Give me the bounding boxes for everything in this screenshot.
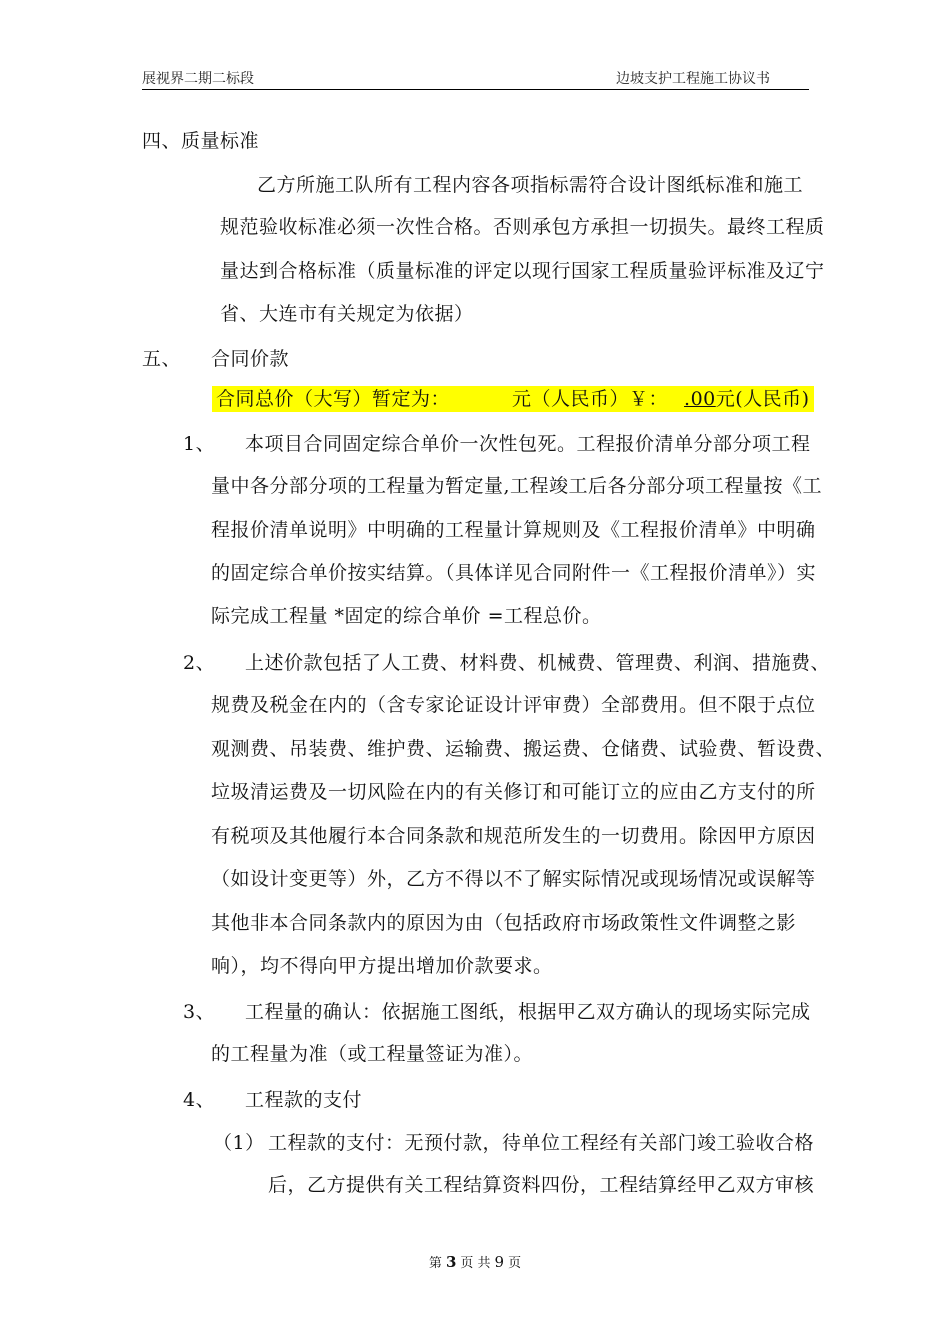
item-text: 本项目合同固定综合单价一次性包死。工程报价清单分部分项工程 <box>245 433 811 455</box>
item-number: 3、 <box>183 1001 216 1023</box>
section4-title: 四、质量标准 <box>142 130 260 152</box>
item-text: 上述价款包括了人工费、材料费、机械费、管理费、利润、措施费、 <box>245 652 831 674</box>
item-number: 4、 <box>183 1089 216 1111</box>
contract-price-line <box>212 384 814 411</box>
section4-line: 省、大连市有关规定为依据） <box>220 303 474 325</box>
footer-mid: 页 共 <box>460 1256 491 1271</box>
item-text: 其他非本合同条款内的原因为由（包括政府市场政策性文件调整之影 <box>211 912 797 934</box>
item-text: 的工程量为准（或工程量签证为准）。 <box>211 1043 534 1065</box>
item-text: 垃圾清运费及一切风险在内的有关修订和可能订立的应由乙方支付的所 <box>211 781 816 803</box>
item-text: 程报价清单说明》中明确的工程量计算规则及《工程报价清单》中明确 <box>211 519 816 541</box>
header-left: 展视界二期二标段 <box>142 71 254 87</box>
subitem-text: 工程款的支付：无预付款，待单位工程经有关部门竣工验收合格 <box>268 1132 815 1154</box>
subitem-text: 后，乙方提供有关工程结算资料四份，工程结算经甲乙双方审核 <box>268 1174 815 1196</box>
header-right: 边坡支护工程施工协议书 <box>616 71 770 87</box>
item-text: 响），均不得向甲方提出增加价款要求。 <box>211 955 553 977</box>
section4-line: 乙方所施工队所有工程内容各项指标需符合设计图纸标准和施工 <box>257 174 804 196</box>
item-text: 际完成工程量 *固定的综合单价 =工程总价。 <box>211 605 602 627</box>
section5-number: 五、 <box>142 348 182 370</box>
price-currency-label: 元（人民币）￥： <box>512 388 669 410</box>
page-footer <box>0 1252 950 1271</box>
item-text: 量中各分部分项的工程量为暂定量,工程竣工后各分部分项工程量按《工 <box>211 475 823 497</box>
header-rule <box>142 89 809 90</box>
item-text: 观测费、吊装费、维护费、运输费、搬运费、仓储费、试验费、暂设费、 <box>211 738 836 760</box>
section5-title: 合同价款 <box>211 348 290 370</box>
item-text: 规费及税金在内的（含专家论证设计评审费）全部费用。但不限于点位 <box>211 694 816 716</box>
price-unit: 元(人民币) <box>715 388 810 410</box>
footer-prefix: 第 <box>428 1256 442 1271</box>
footer-total-pages: 9 <box>494 1253 505 1271</box>
price-label: 合同总价（大写）暂定为： <box>216 388 451 410</box>
section4-line: 规范验收标准必须一次性合格。否则承包方承担一切损失。最终工程质 <box>220 216 825 238</box>
item-number: 1、 <box>183 433 216 455</box>
footer-suffix: 页 <box>508 1256 522 1271</box>
item-text: （如设计变更等）外，乙方不得以不了解实际情况或现场情况或误解等 <box>211 868 816 890</box>
section4-line: 量达到合格标准（质量标准的评定以现行国家工程质量验评标准及辽宁 <box>220 260 825 282</box>
item-text: 工程量的确认：依据施工图纸，根据甲乙双方确认的现场实际完成 <box>245 1001 811 1023</box>
item-number: 2、 <box>183 652 216 674</box>
item-text: 有税项及其他履行本合同条款和规范所发生的一切费用。除因甲方原因 <box>211 825 816 847</box>
price-amount: .00 <box>684 388 716 410</box>
item-text: 的固定综合单价按实结算。（具体详见合同附件一《工程报价清单》）实 <box>211 562 817 584</box>
subitem-number: （1） <box>213 1132 265 1154</box>
item-text: 工程款的支付 <box>245 1089 363 1111</box>
footer-page-number: 3 <box>445 1253 457 1271</box>
contract-price-highlight <box>212 386 814 412</box>
